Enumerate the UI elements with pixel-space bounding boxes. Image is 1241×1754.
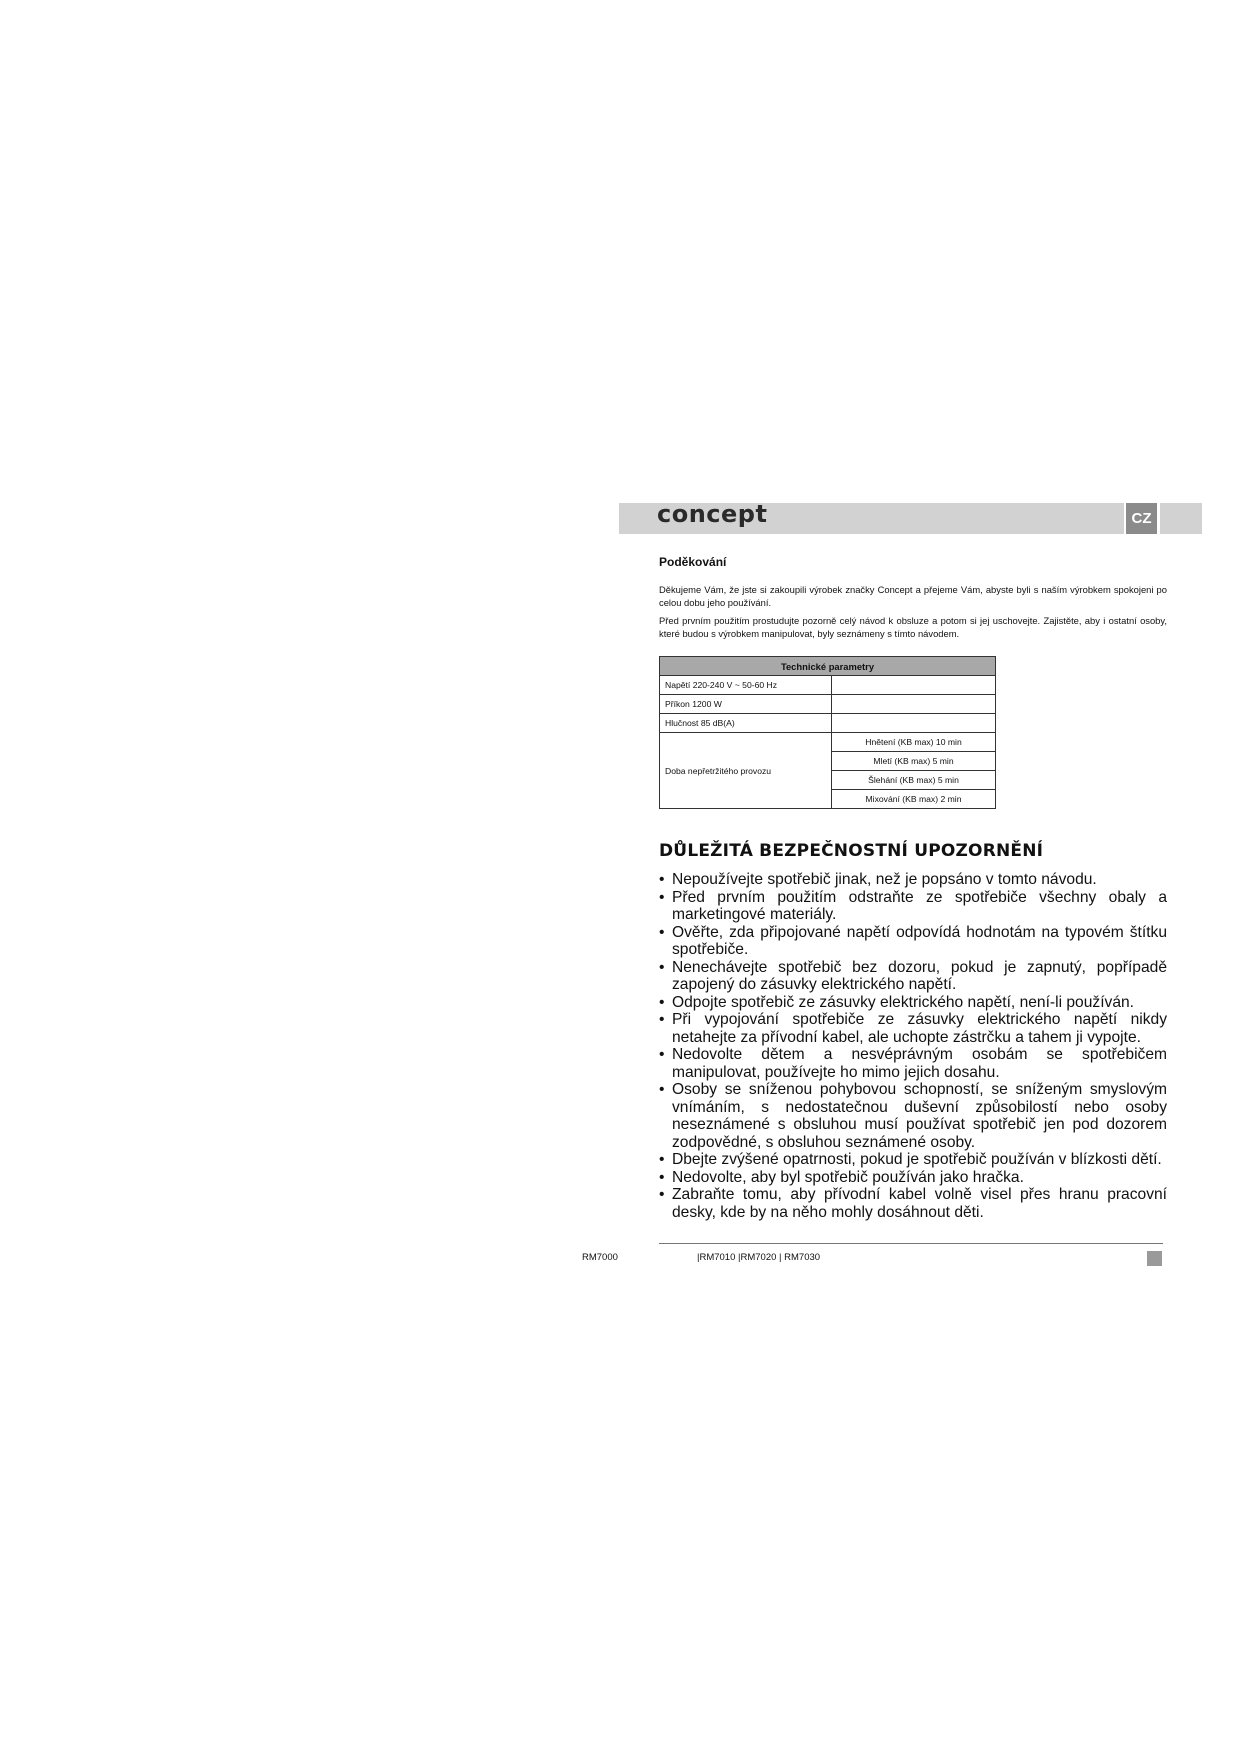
thanks-text — [659, 583, 1167, 640]
table-row — [660, 714, 996, 733]
list-item: • Odpojte spotřebič ze zásuvky elektrického napětí, není-li používán. — [659, 994, 1167, 1012]
list-item: • Zabraňte tomu, aby přívodní kabel volně visel přes hranu pracovní desky, kde by na něho mohly dosáhnout děti. — [659, 1186, 1167, 1221]
param-noise-value — [832, 714, 996, 733]
thanks-title: Poděkování — [659, 555, 727, 569]
duration-kneading: Hnětení (KB max) 10 min — [832, 733, 996, 752]
safety-title: DŮLEŽITÁ BEZPEČNOSTNÍ UPOZORNĚNÍ — [659, 841, 1044, 861]
thanks-paragraph-1: Děkujeme Vám, že jste si zakoupili výrobek značky Concept a přejeme Vám, abyste byli s naším výrobkem spokojeni po celou dobu jeho používání. — [659, 584, 1167, 608]
footer-divider — [659, 1243, 1163, 1244]
list-item: • Nedovolte, aby byl spotřebič používán jako hračka. — [659, 1169, 1167, 1187]
duration-mixing: Mixování (KB max) 2 min — [832, 790, 996, 809]
param-voltage-value — [832, 676, 996, 695]
footer-page-marker — [1147, 1251, 1162, 1266]
list-item: • Ověřte, zda připojované napětí odpovídá hodnotám na typovém štítku spotřebiče. — [659, 924, 1167, 959]
safety-list — [659, 871, 1167, 1221]
footer-models: |RM7010 |RM7020 | RM7030 — [697, 1252, 821, 1263]
duration-whipping: Šlehání (KB max) 5 min — [832, 771, 996, 790]
table-row — [660, 733, 996, 752]
list-item: • Při vypojování spotřebiče ze zásuvky elektrického napětí nikdy netahejte za přívodní kabel, ale uchopte zástrčku a tahem ji vypojte. — [659, 1011, 1167, 1046]
header-bar-tail — [1160, 503, 1202, 534]
list-item: • Před prvním použitím odstraňte ze spotřebiče všechny obaly a marketingové materiály. — [659, 889, 1167, 924]
param-voltage: Napětí 220-240 V ~ 50-60 Hz — [660, 676, 832, 695]
param-noise: Hlučnost 85 dB(A) — [660, 714, 832, 733]
param-power: Příkon 1200 W — [660, 695, 832, 714]
footer-model-left: RM7000 — [582, 1252, 618, 1263]
list-item: • Dbejte zvýšené opatrnosti, pokud je spotřebič používán v blízkosti dětí. — [659, 1151, 1167, 1169]
tech-params-table — [659, 656, 996, 809]
concept-logo: concept — [657, 500, 768, 528]
table-row — [660, 695, 996, 714]
param-duration: Doba nepřetržitého provozu — [660, 733, 832, 809]
tech-params-title: Technické parametry — [660, 657, 996, 676]
list-item: • Osoby se sníženou pohybovou schopností, se sníženým smyslovým vnímáním, s nedostatečnou duševní způsobilostí nebo osoby neseznámené s obsluhou musí používat spotřebič jen pod dozorem zodpovědné, s obsluhou seznámené osoby. — [659, 1081, 1167, 1151]
page-content — [659, 555, 1167, 1221]
duration-grinding: Mletí (KB max) 5 min — [832, 752, 996, 771]
language-badge: CZ — [1126, 503, 1157, 534]
list-item: • Nenechávejte spotřebič bez dozoru, pokud je zapnutý, popřípadě zapojený do zásuvky elektrického napětí. — [659, 959, 1167, 994]
param-power-value — [832, 695, 996, 714]
thanks-paragraph-2: Před prvním použitím prostudujte pozorně celý návod k obsluze a potom si jej uschovejte. Zajistěte, aby i ostatní osoby, které budou s výrobkem manipulovat, byly seznámeny s tímto návodem. — [659, 615, 1167, 639]
table-row — [660, 676, 996, 695]
list-item: • Nepoužívejte spotřebič jinak, než je popsáno v tomto návodu. — [659, 871, 1167, 889]
list-item: • Nedovolte dětem a nesvéprávným osobám se spotřebičem manipulovat, používejte ho mimo jejich dosahu. — [659, 1046, 1167, 1081]
